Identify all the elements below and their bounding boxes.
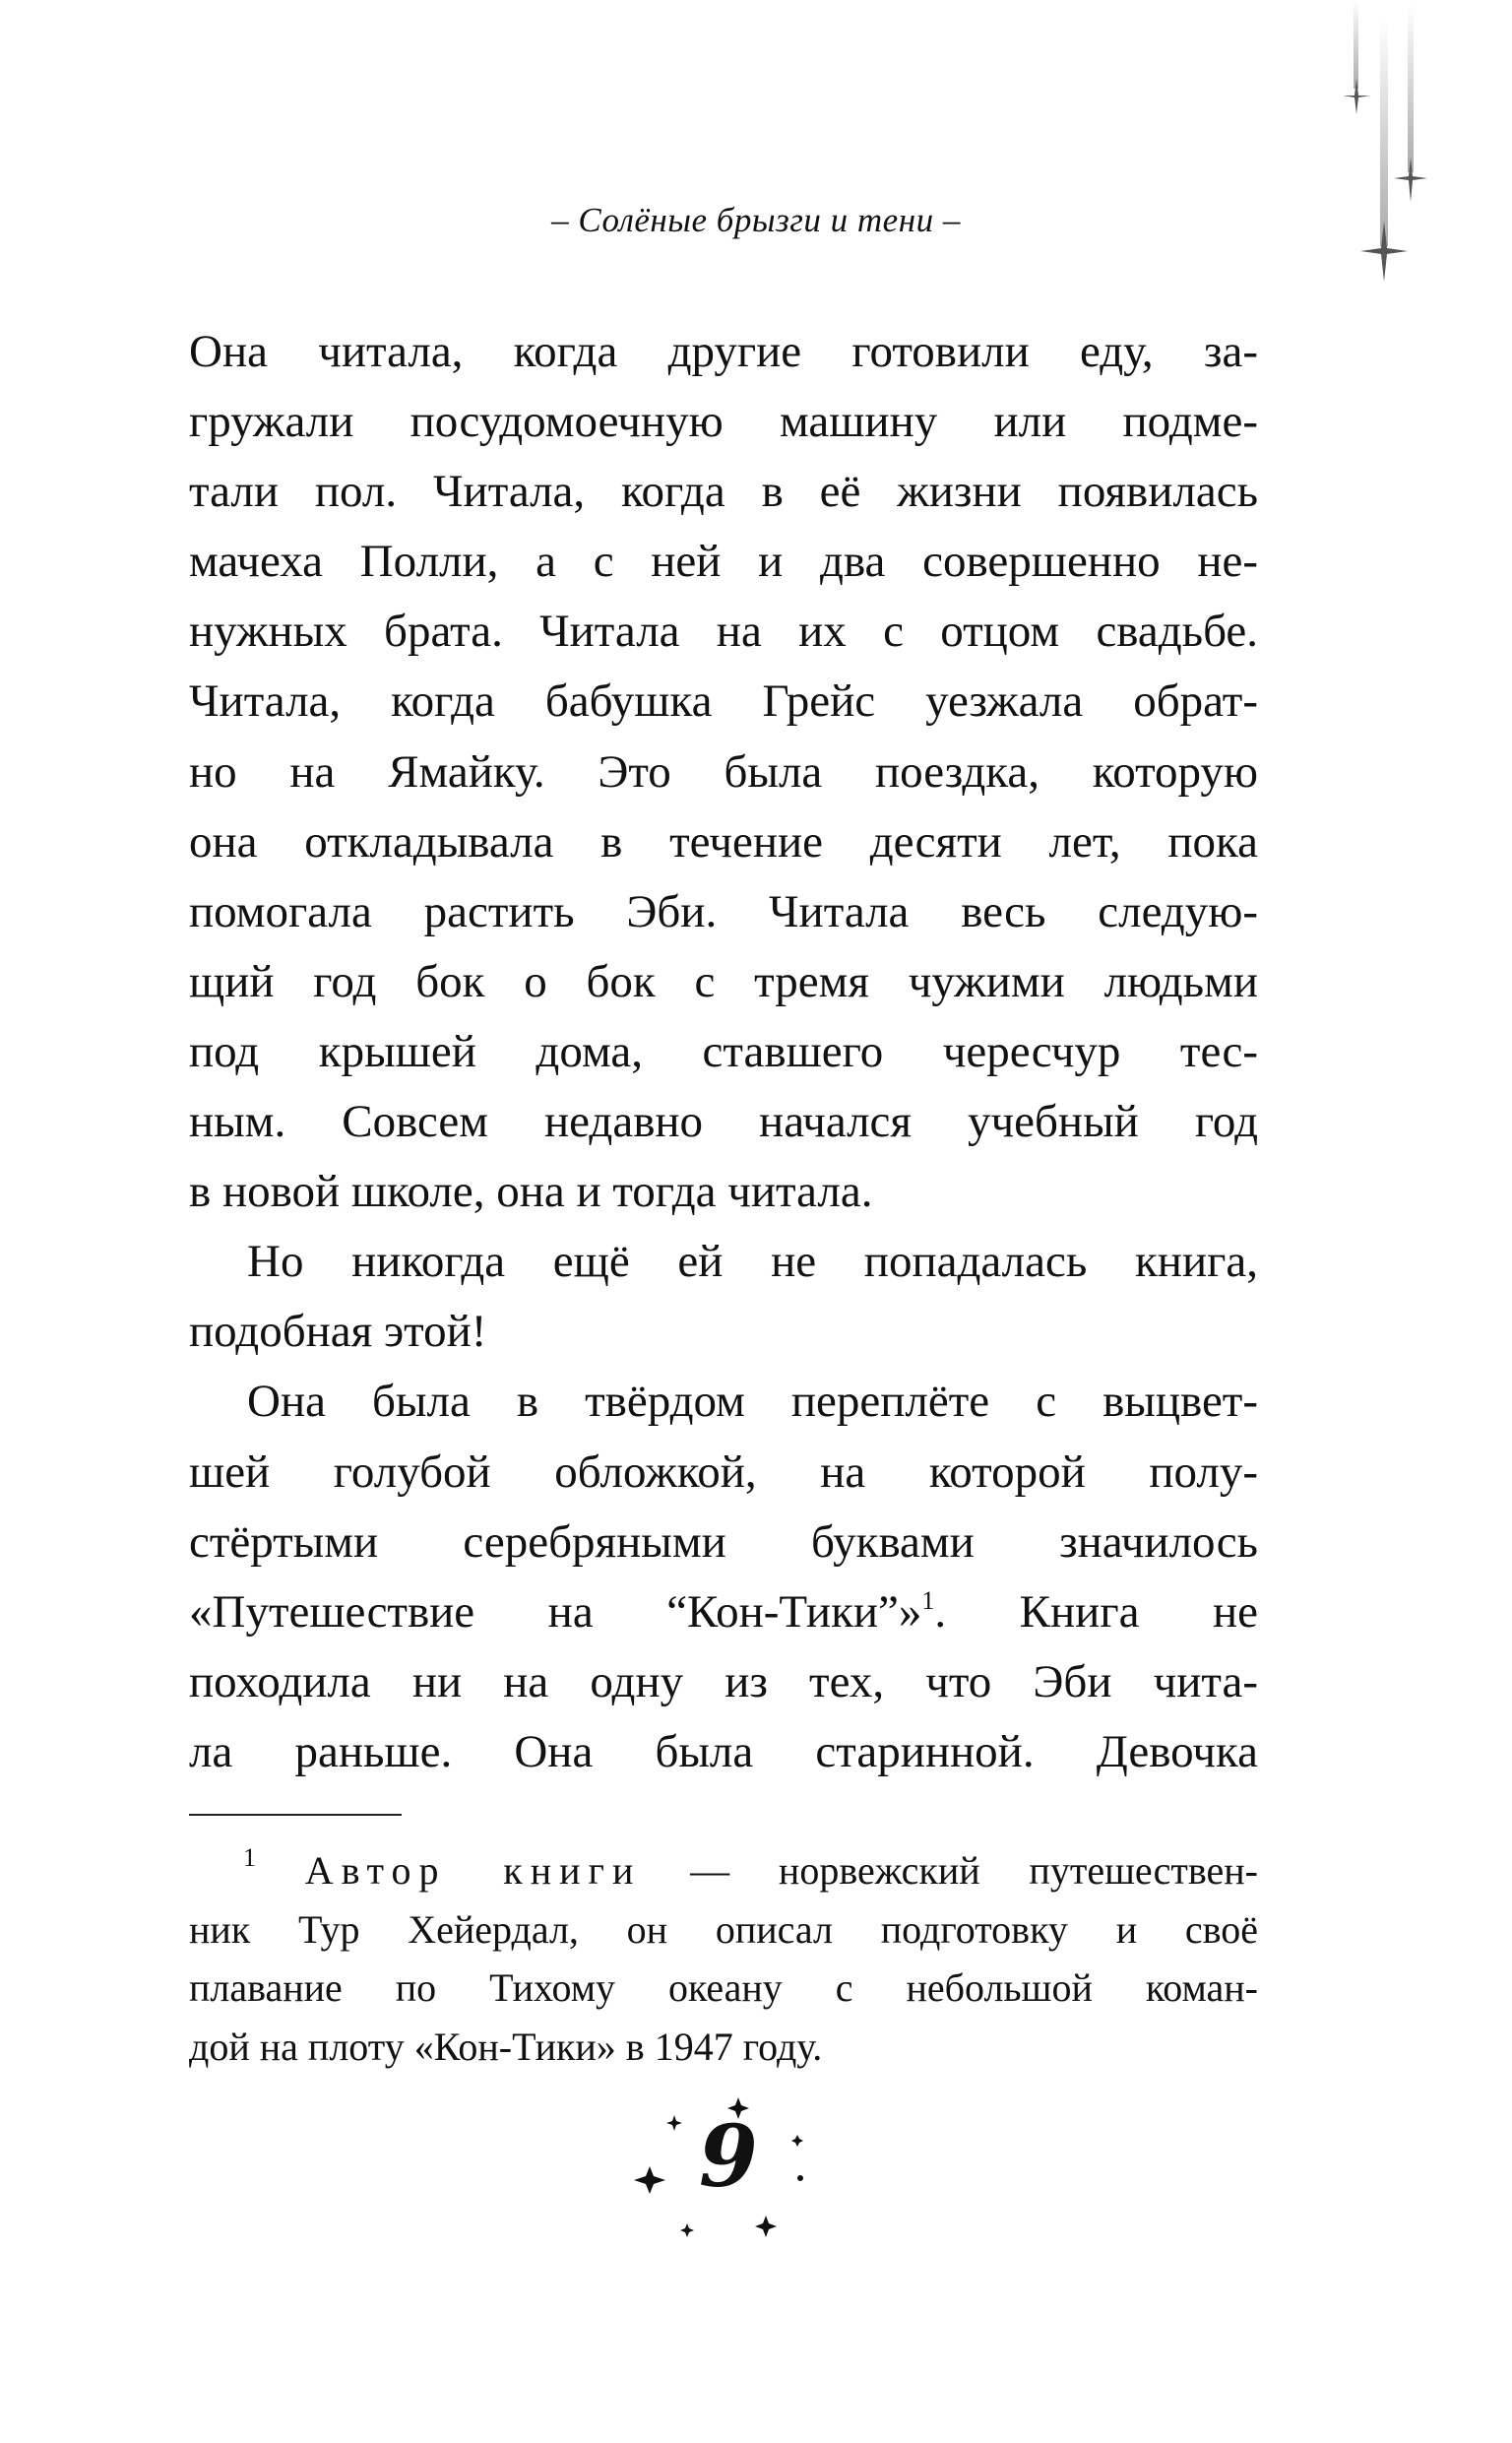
text-line: мачеха Полли, а с ней и два совершенно не- — [189, 536, 1258, 588]
footnote-line: дой на плоту «Кон-Тики» в 1947 году. — [189, 2024, 823, 2069]
footnote — [189, 1841, 1258, 2076]
running-title: – Солёные брызги и тени – — [551, 201, 961, 239]
text-line: тали пол. Читала, когда в её жизни появилась — [189, 466, 1258, 518]
text-line: походила ни на одну из тех, что Эби чита- — [189, 1655, 1258, 1707]
text-line: она откладывала в течение десяти лет, пока — [189, 815, 1258, 868]
star-icon — [1360, 20, 1408, 282]
text-line: ным. Совсем недавно начался учебный год — [189, 1096, 1258, 1148]
text-line: Она была в твёрдом переплёте с выцвет- — [247, 1376, 1258, 1428]
text-line: помогала растить Эби. Читала весь следую- — [189, 885, 1258, 937]
footnote-line: плавание по Тихому океану с небольшой коман- — [189, 1965, 1258, 2010]
text-span: . Книга не — [934, 1585, 1258, 1638]
text-line — [189, 1577, 1258, 1647]
text-span: «Путешествие на “Кон-Тики”» — [189, 1585, 922, 1638]
star-icon — [1343, 0, 1370, 114]
footnote-reference[interactable]: 1 — [921, 1585, 935, 1615]
page-number: 9 — [699, 2107, 758, 2207]
page-number-ornament — [630, 2078, 827, 2255]
text-line: щий год бок о бок с тремя чужими людьми — [189, 955, 1258, 1007]
footnote-spaced-words: Автор книги — [304, 1848, 642, 1893]
text-line: стёртыми серебряными буквами значилось — [189, 1515, 1258, 1568]
text-line: Но никогда ещё ей не попадалась книга, — [247, 1236, 1258, 1288]
text-line: Она читала, когда другие готовили еду, за- — [189, 326, 1258, 377]
text-line: Читала, когда бабушка Грейс уезжала обрат- — [189, 675, 1258, 728]
star-icon — [1394, 5, 1427, 202]
footnote-text: — норвежский путешествен- — [641, 1848, 1258, 1893]
text-line: подобная этой! — [189, 1306, 487, 1358]
footnote-divider — [189, 1814, 402, 1816]
text-line: под крышей дома, ставшего чересчур тес- — [189, 1025, 1258, 1077]
text-line: гружали посудомоечную машину или подме- — [189, 396, 1258, 448]
footnote-line — [189, 1841, 1258, 1900]
footnote-marker: 1 — [243, 1843, 256, 1872]
text-line: ла раньше. Она была старинной. Девочка — [189, 1725, 1258, 1777]
text-line: в новой школе, она и тогда читала. — [189, 1166, 873, 1218]
text-line: шей голубой обложкой, на которой полу- — [189, 1446, 1258, 1498]
text-line: нужных брата. Читала на их с отцом свадьбе. — [189, 606, 1258, 658]
body-text — [189, 317, 1258, 1787]
shooting-stars-decoration — [1339, 0, 1506, 295]
text-line: но на Ямайку. Это была поездка, которую — [189, 745, 1258, 798]
footnote-line: ник Тур Хейердал, он описал подготовку и своё — [189, 1906, 1258, 1952]
